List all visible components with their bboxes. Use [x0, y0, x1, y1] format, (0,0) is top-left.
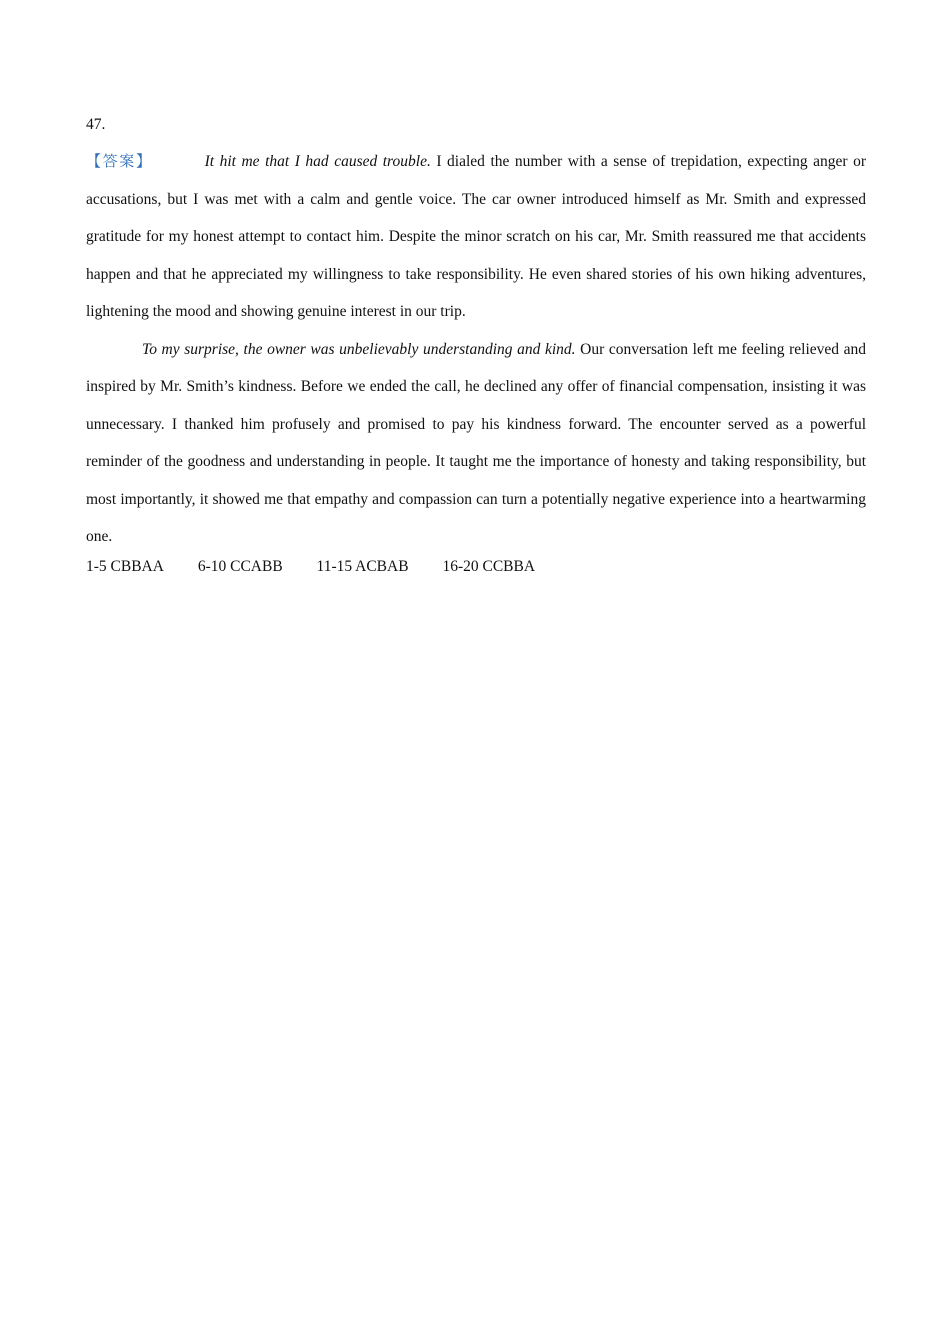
- answer-paragraph-2: [86, 331, 866, 556]
- lead-sentence-2: To my surprise, the owner was unbelievably understanding and kind.: [142, 340, 576, 358]
- question-number: 47.: [86, 116, 106, 133]
- answer-key-group: 11-15 ACBAB: [316, 557, 409, 575]
- paragraph-2-body: Our conversation left me feeling relieved and inspired by Mr. Smith’s kindness. Before we ended the call, he declined any offer of financial compensation, insisting it was unnecessary. I thanked him profusely and promised to pay his kindness forward. The encounter served as a powerful reminder of the goodness and understanding in people. It taught me the importance of honesty and taking responsibility, but most importantly, it showed me that empathy and compassion can turn a potentially negative experience into a heartwarming one.: [86, 340, 866, 545]
- answer-key-group: 1-5 CBBAA: [86, 557, 164, 575]
- answer-key-group: 16-20 CCBBA: [442, 557, 536, 575]
- answer-key-group: 6-10 CCABB: [197, 557, 283, 575]
- lead-sentence-1: It hit me that I had caused trouble.: [204, 153, 431, 170]
- answer-key: [86, 556, 866, 578]
- document-page: [86, 114, 866, 578]
- paragraph-1-body: I dialed the number with a sense of trepidation, expecting anger or accusations, but I was met with a calm and gentle voice. The car owner introduced himself as Mr. Smith and expressed gratitude for my honest attempt to contact him. Despite the minor scratch on his car, Mr. Smith reassured me that accidents happen and that he appreciated my willingness to take responsibility. He even shared stories of his own hiking adventures, lightening the mood and showing genuine interest in our trip.: [86, 153, 866, 320]
- answer-tag: 【答案】: [86, 152, 153, 170]
- answer-paragraph-1: [86, 143, 866, 331]
